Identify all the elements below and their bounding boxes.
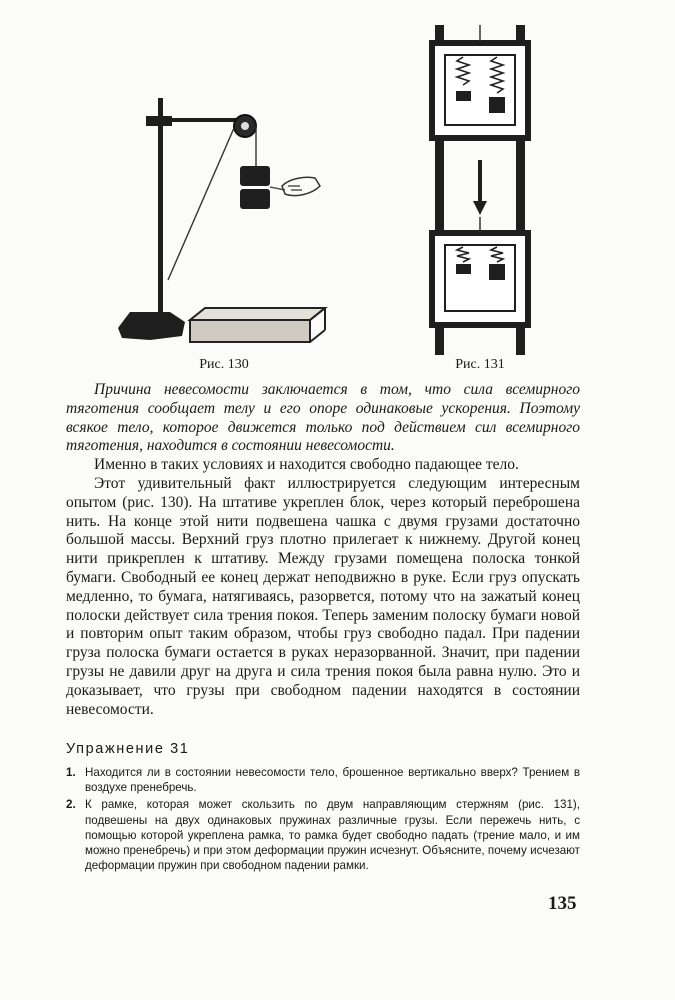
exercise-heading: Упражнение 31: [66, 741, 190, 757]
exercise-item: [66, 765, 580, 795]
paragraph-weightlessness-cause: Причина невесомости заключается в том, что сила всемирного тяготения сообщает телу и его опоре одинаковые ускорения. Поэтому всякое тело, которое движется только под действием сил всемирного тяготения, находится в состоянии невесомости.: [66, 381, 580, 455]
figure-131-illustration: [425, 25, 535, 355]
exercise-item-number: 1.: [66, 766, 76, 779]
exercise-item-number: 2.: [66, 798, 76, 812]
figure-130-caption: Рис. 130: [199, 357, 249, 372]
figure-130-illustration: [110, 90, 340, 350]
paragraph-experiment: Этот удивительный факт иллюстрируется следующим интересным опытом (рис. 130). На штативе укреплен блок, через который переброшена нить. На конце этой нити подвешена чашка с двумя грузами достаточно большой массы. Верхний груз плотно прилегает к нижнему. Другой конец нити прикреплен к штативу. Между грузами помещена полоска тонкой бумаги. Свободный ее конец держат неподвижно в руке. Если груз опускать медленно, то бумага, натягиваясь, разорвется, потому что на зажатый конец полоски действует сила трения покоя. Теперь заменим полоску бумаги новой и повторим опыт таким образом, чтобы груз свободно падал. При падении груза полоска бумаги остается в руках неразорванной. Значит, при падении грузы не давили друг на друга и сила трения покоя была равна нулю. Это и доказывает, что грузы при свободном падении находятся в состоянии невесомости.: [66, 474, 580, 718]
exercise-item-text: Находится ли в состоянии невесомости тело, брошенное вертикально вверх? Трением в воздухе пренебречь.: [85, 766, 580, 795]
exercise-item: [66, 797, 580, 873]
paragraph-free-fall: Именно в таких условиях и находится свободно падающее тело.: [94, 456, 519, 474]
exercise-list: [66, 765, 580, 873]
page-number: 135: [548, 893, 577, 914]
body-text: [66, 381, 580, 719]
exercise-item-text: К рамке, которая может скользить по двум направляющим стержням (рис. 131), подвешены на двух одинаковых пружинах различные грузы. Если пережечь нить, с помощью которой укреплена рамка, то рамка будет свободно падать (трение мало, и им можно пренебречь) и при этом деформации пружин исчезнут. Объясните, почему исчезают деформации пружин при свободном падении рамки.: [85, 798, 580, 873]
figure-131-caption: Рис. 131: [455, 357, 505, 372]
